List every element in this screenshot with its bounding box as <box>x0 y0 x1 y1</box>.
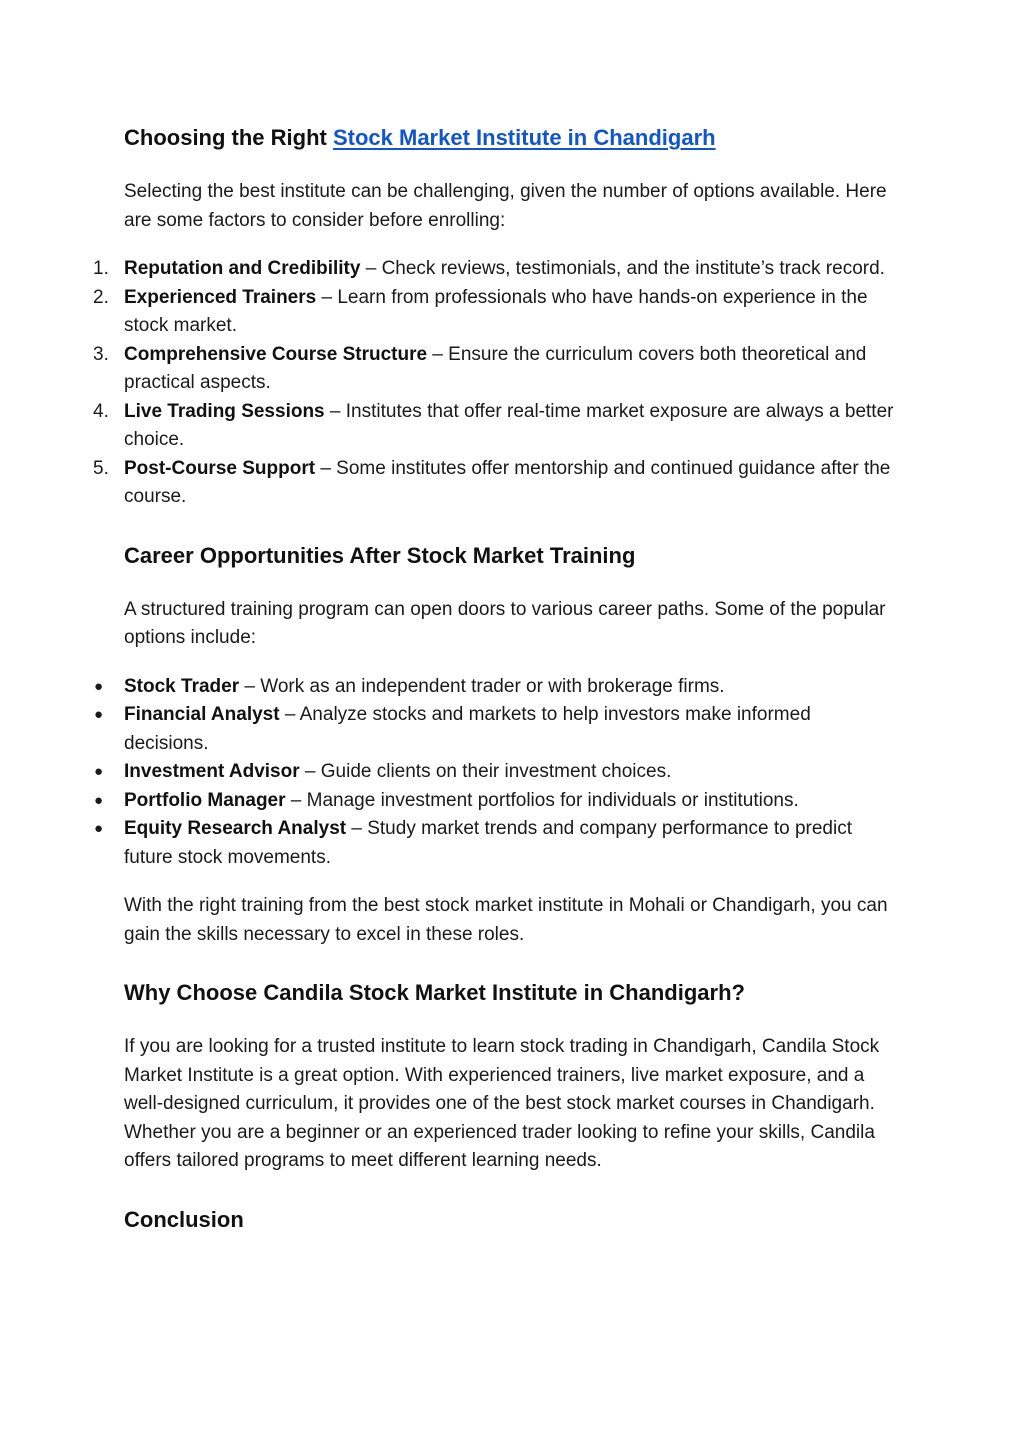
item-title: Financial Analyst <box>124 704 280 725</box>
list-item <box>124 255 899 284</box>
list-item <box>124 758 899 787</box>
list-item <box>124 787 899 816</box>
list-item <box>124 341 899 398</box>
item-title: Experienced Trainers <box>124 286 317 308</box>
item-text: – Ensure the curriculum covers both theoretical and practical aspects. <box>124 343 867 393</box>
career-outro: With the right training from the best stock market institute in Mohali or Chandigarh, you can gain the skills necessary to excel in these roles. <box>124 895 888 945</box>
list-item <box>124 284 899 341</box>
section-heading-choosing <box>124 118 899 158</box>
institute-link[interactable]: Stock Market Institute in Chandigarh <box>332 125 716 150</box>
list-item <box>124 673 899 702</box>
item-text: – Check reviews, testimonials, and the institute’s track record. <box>360 258 885 279</box>
item-title: Comprehensive Course Structure <box>124 343 428 365</box>
section-heading-why-candila: Why Choose Candila Stock Market Institute in Chandigarh? <box>124 980 745 1005</box>
list-item <box>124 455 899 512</box>
item-text: – Work as an independent trader or with brokerage firms. <box>239 675 725 697</box>
item-title: Live Trading Sessions <box>124 400 325 422</box>
item-text: – Learn from professionals who have hands-on experience in the stock market. <box>124 286 868 336</box>
choosing-intro: Selecting the best institute can be challenging, given the number of options available. Here are some factors to consider before enrolling: <box>124 181 887 231</box>
item-text: – Institutes that offer real-time market exposure are always a better choice. <box>124 400 894 450</box>
item-title: Equity Research Analyst <box>124 818 347 839</box>
list-item <box>124 398 899 455</box>
item-title: Reputation and Credibility <box>124 258 361 279</box>
career-intro: A structured training program can open doors to various career paths. Some of the popular options include: <box>124 598 886 648</box>
section-heading-conclusion: Conclusion <box>124 1206 244 1232</box>
heading-text: Choosing the Right <box>124 125 333 150</box>
item-title: Portfolio Manager <box>124 789 286 811</box>
item-title: Investment Advisor <box>124 761 300 782</box>
section-heading-career: Career Opportunities After Stock Market Training <box>124 542 636 568</box>
item-title: Post-Course Support <box>124 457 316 479</box>
why-candila-body: If you are looking for a trusted institute to learn stock trading in Chandigarh, Candila Stock Market Institute is a great option. With experienced trainers, live market exposure, and a well-designed curriculum, it provides one of the best stock market courses in Chandigarh. Whether you are a beginner or an experienced trader looking to refine your skills, Candila offers tailored programs to meet different learning needs. <box>124 1036 880 1171</box>
list-item <box>124 701 899 758</box>
career-list <box>62 673 899 873</box>
list-item <box>124 815 899 872</box>
document-page <box>124 118 899 1240</box>
item-title: Stock Trader <box>124 675 240 697</box>
factors-list <box>62 255 899 512</box>
item-text: – Study market trends and company performance to predict future stock movements. <box>124 818 852 868</box>
item-text: – Guide clients on their investment choices. <box>299 761 672 782</box>
item-text: – Manage investment portfolios for individuals or institutions. <box>285 789 799 811</box>
item-text: – Some institutes offer mentorship and continued guidance after the course. <box>124 457 891 507</box>
item-text: – Analyze stocks and markets to help investors make informed decisions. <box>124 704 811 754</box>
